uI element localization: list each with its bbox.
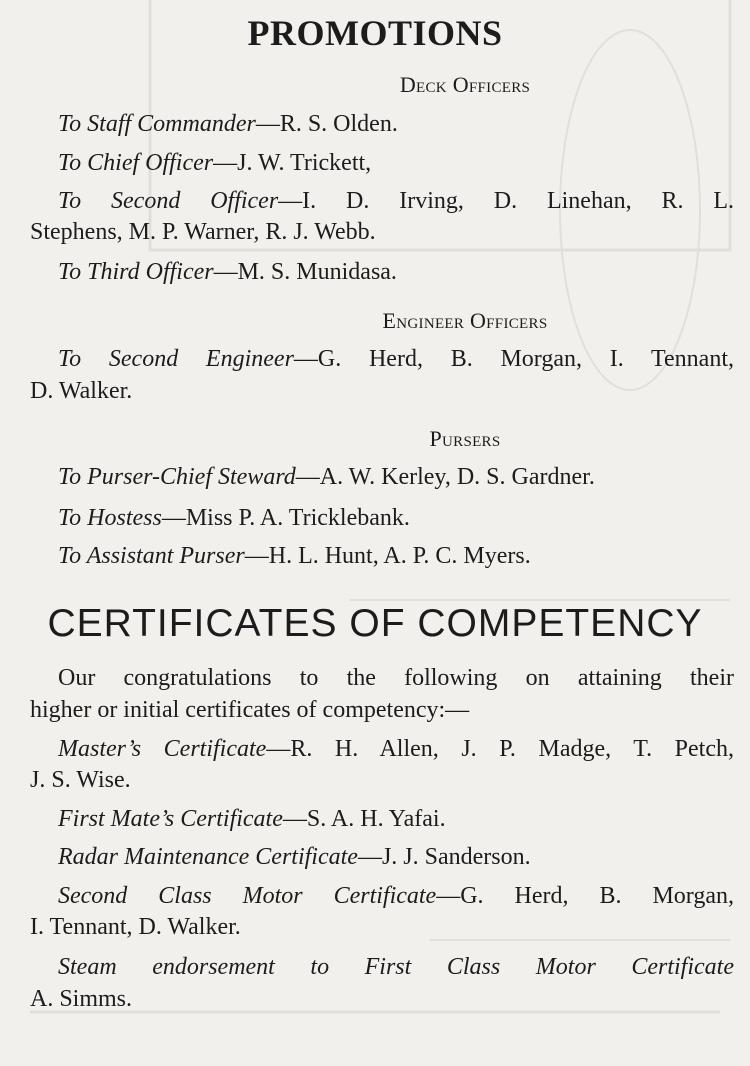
promotion-role: To Purser-Chief Steward <box>58 464 296 490</box>
certificate-name: Master’s Certificate <box>58 736 267 762</box>
promotion-purser-chief-steward <box>30 461 734 494</box>
dash: — <box>255 111 280 137</box>
promotion-names: R. S. Olden. <box>279 111 398 137</box>
certificate-holders: J. J. Sanderson. <box>381 844 531 870</box>
engineer-officers-heading: Engineer Officers <box>382 308 548 333</box>
promotion-second-engineer-cont: D. Walker. <box>30 378 133 404</box>
promotion-third-officer <box>30 256 734 289</box>
dash: — <box>295 464 320 490</box>
pursers-heading: Pursers <box>429 426 501 451</box>
promotion-names: A. W. Kerley, D. S. Gardner. <box>319 464 595 490</box>
promotion-role: To Second Engineer <box>58 346 294 372</box>
promotion-second-officer <box>30 185 734 218</box>
promotion-hostess <box>30 502 734 535</box>
certificate-radar-maintenance <box>30 841 734 874</box>
certificate-holders: R. H. Allen, J. P. Madge, T. Petch, <box>290 736 734 762</box>
promotion-names: J. W. Trickett, <box>237 150 372 176</box>
dash: — <box>213 150 238 176</box>
certificate-name: First Mate’s Certificate <box>58 806 283 832</box>
promotion-names: M. S. Munidasa. <box>237 259 397 285</box>
promotion-names: Miss P. A. Tricklebank. <box>185 505 410 531</box>
dash: — <box>436 883 461 909</box>
dash: — <box>161 505 186 531</box>
certificate-name: Steam endorsement to First Class Motor Certificate <box>58 954 734 980</box>
dash: — <box>357 844 382 870</box>
dash: — <box>213 259 238 285</box>
dash: — <box>266 736 291 762</box>
promotion-staff-commander <box>30 108 734 141</box>
dash: — <box>278 188 303 214</box>
certificate-master-cont: J. S. Wise. <box>30 767 131 793</box>
certificate-steam-endorsement <box>30 951 734 984</box>
promotion-chief-officer <box>30 147 734 180</box>
certificate-name: Second Class Motor Certificate <box>58 883 437 909</box>
certificate-first-mate <box>30 803 734 836</box>
certificate-master <box>30 733 734 766</box>
certificate-holders: G. Herd, B. Morgan, <box>460 883 734 909</box>
promotion-role: To Assistant Purser <box>58 543 245 569</box>
promotion-names: I. D. Irving, D. Linehan, R. L. <box>302 188 734 214</box>
promotion-role: To Staff Commander <box>58 111 256 137</box>
promotion-second-officer-cont: Stephens, M. P. Warner, R. J. Webb. <box>30 219 376 245</box>
promotion-role: To Chief Officer <box>58 150 214 176</box>
certificate-second-class-motor-cont: I. Tennant, D. Walker. <box>30 914 241 940</box>
promotion-role: To Third Officer <box>58 259 214 285</box>
certificates-intro-line-2: higher or initial certificates of competency:— <box>30 697 470 723</box>
promotion-names: H. L. Hunt, A. P. C. Myers. <box>268 543 531 569</box>
dash: — <box>244 543 269 569</box>
deck-officers-heading: Deck Officers <box>399 72 531 97</box>
dash: — <box>293 346 318 372</box>
promotion-role: To Hostess <box>58 505 162 531</box>
certificates-intro-line-1: Our congratulations to the following on attaining their <box>58 665 734 691</box>
promotion-second-engineer <box>30 343 734 376</box>
certificate-name: Radar Maintenance Certificate <box>58 844 358 870</box>
promotions-title: PROMOTIONS <box>247 13 503 53</box>
certificate-holders: S. A. H. Yafai. <box>306 806 446 832</box>
certificates-title: CERTIFICATES OF COMPETENCY <box>47 602 703 645</box>
promotion-assistant-purser <box>30 540 734 573</box>
promotion-names: G. Herd, B. Morgan, I. Tennant, <box>317 346 734 372</box>
dash: — <box>282 806 307 832</box>
certificate-steam-endorsement-cont: A. Simms. <box>30 986 133 1012</box>
promotion-role: To Second Officer <box>58 188 279 214</box>
certificate-second-class-motor <box>30 880 734 913</box>
